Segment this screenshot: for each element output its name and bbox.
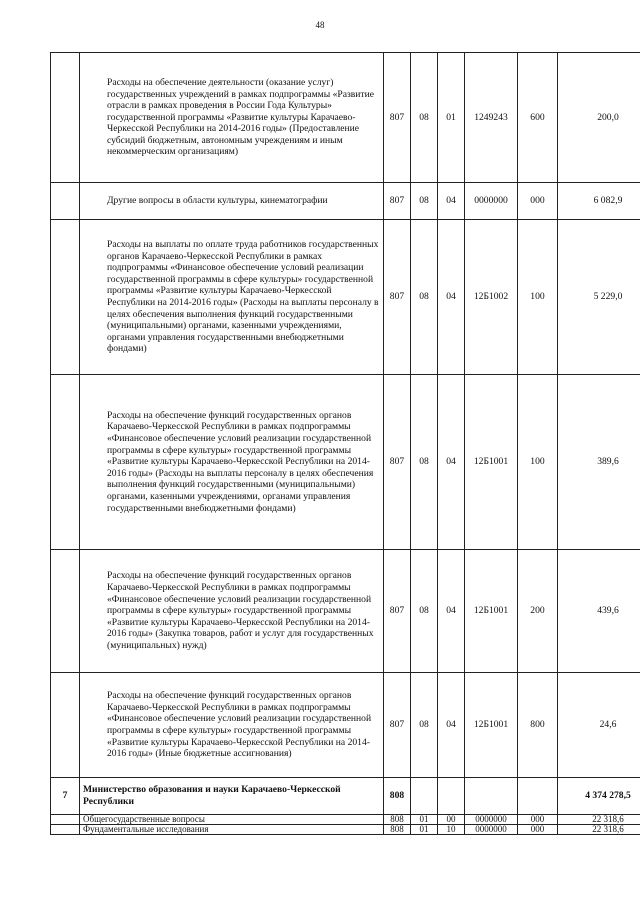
row-index [51,375,80,550]
expense-name: Другие вопросы в области культуры, кинематографии [80,183,384,220]
section-code: 08 [411,183,438,220]
amount: 389,6 [558,375,640,550]
target-article-code: 12Б1002 [465,220,518,375]
ved-code: 807 [384,220,411,375]
row-index [51,183,80,220]
ved-code: 807 [384,550,411,673]
target-article-code: 1249243 [465,53,518,183]
budget-table [50,52,640,835]
ved-code: 807 [384,375,411,550]
table-row-ministry [51,778,640,815]
section-code: 01 [411,825,438,835]
target-article-code: 12Б1001 [465,375,518,550]
expense-type-code: 000 [518,825,558,835]
amount: 5 229,0 [558,220,640,375]
table-row [51,183,640,220]
amount: 439,6 [558,550,640,673]
subsection-code: 04 [438,183,465,220]
subsection-code: 04 [438,375,465,550]
expense-name: Общегосударственные вопросы [80,815,384,825]
amount: 6 082,9 [558,183,640,220]
amount: 4 374 278,5 [558,778,640,815]
expense-type-code: 800 [518,673,558,778]
expense-type-code [518,778,558,815]
subsection-code [438,778,465,815]
row-index [51,550,80,673]
target-article-code [465,778,518,815]
expense-type-code: 100 [518,220,558,375]
expense-name: Расходы на обеспечение функций государственных органов Карачаево-Черкесской Республики в рамках подпрограммы «Финансовое обеспечение условий реализации государственной программы в сфере культуры» государственной программы «Развитие культуры Карачаево-Черкесской Республики на 2014-2016 годы» (Закупка товаров, работ и услуг для государственных (муниципальных) нужд) [80,550,384,673]
amount: 24,6 [558,673,640,778]
expense-type-code: 100 [518,375,558,550]
section-code: 08 [411,53,438,183]
target-article-code: 0000000 [465,183,518,220]
ved-code: 807 [384,183,411,220]
subsection-code: 04 [438,673,465,778]
target-article-code: 0000000 [465,815,518,825]
section-code: 01 [411,815,438,825]
target-article-code: 0000000 [465,825,518,835]
expense-name: Расходы на обеспечение функций государственных органов Карачаево-Черкесской Республики в рамках подпрограммы «Финансовое обеспечение условий реализации государственной программы в сфере культуры» государственной программы «Развитие культуры Карачаево-Черкесской Республики на 2014-2016 годы» (Расходы на выплаты персоналу в целях обеспечения выполнения функций государственными (муниципальными) органами, казенными учреждениями, органами управления государственными внебюджетными фондами) [80,375,384,550]
amount: 22 318,6 [558,815,640,825]
page-number: 48 [315,20,325,30]
ved-code: 807 [384,53,411,183]
ved-code: 808 [384,825,411,835]
section-code: 08 [411,220,438,375]
section-code: 08 [411,550,438,673]
ved-code: 807 [384,673,411,778]
row-index [51,673,80,778]
ministry-name: Министерство образования и науки Карачаево-Черкесской Республики [80,778,384,815]
row-index [51,825,80,835]
table-row [51,220,640,375]
row-index [51,815,80,825]
table-row [51,550,640,673]
expense-type-code: 600 [518,53,558,183]
row-index [51,220,80,375]
amount: 22 318,6 [558,825,640,835]
subsection-code: 04 [438,220,465,375]
expense-name: Расходы на обеспечение деятельности (оказание услуг) государственных учреждений в рамках подпрограммы «Развитие отрасли в рамках проведения в России Года Культуры» государственной программы «Развитие культуры Карачаево-Черкесской Республики на 2014-2016 годы» (Предоставление субсидий бюджетным, автономным учреждениям и иным некоммерческим организациям) [80,53,384,183]
section-code: 08 [411,673,438,778]
table-row [51,673,640,778]
row-index [51,53,80,183]
table-row [51,375,640,550]
expense-type-code: 000 [518,815,558,825]
subsection-code: 10 [438,825,465,835]
target-article-code: 12Б1001 [465,550,518,673]
subsection-code: 00 [438,815,465,825]
ved-code: 808 [384,815,411,825]
subsection-code: 01 [438,53,465,183]
amount: 200,0 [558,53,640,183]
subsection-code: 04 [438,550,465,673]
target-article-code: 12Б1001 [465,673,518,778]
section-code: 08 [411,375,438,550]
expense-type-code: 000 [518,183,558,220]
table-row [51,815,640,825]
expense-name: Расходы на обеспечение функций государственных органов Карачаево-Черкесской Республики в рамках подпрограммы «Финансовое обеспечение условий реализации государственной программы в сфере культуры» государственной программы «Развитие культуры Карачаево-Черкесской Республики на 2014-2016 годы» (Иные бюджетные ассигнования) [80,673,384,778]
ved-code: 808 [384,778,411,815]
expense-name: Расходы на выплаты по оплате труда работников государственных органов Карачаево-Черкесской Республики в рамках подпрограммы «Финансовое обеспечение условий реализации государственной программы в сфере культуры» государственной программы «Развитие культуры Карачаево-Черкесской Республики на 2014-2016 годы» (Расходы на выплаты персоналу в целях обеспечения выполнения функций государственными (муниципальными) органами, казенными учреждениями, органами управления государственными внебюджетными фондами) [80,220,384,375]
table-row [51,53,640,183]
row-index: 7 [51,778,80,815]
section-code [411,778,438,815]
expense-type-code: 200 [518,550,558,673]
table-row [51,825,640,835]
expense-name: Фундаментальные исследования [80,825,384,835]
